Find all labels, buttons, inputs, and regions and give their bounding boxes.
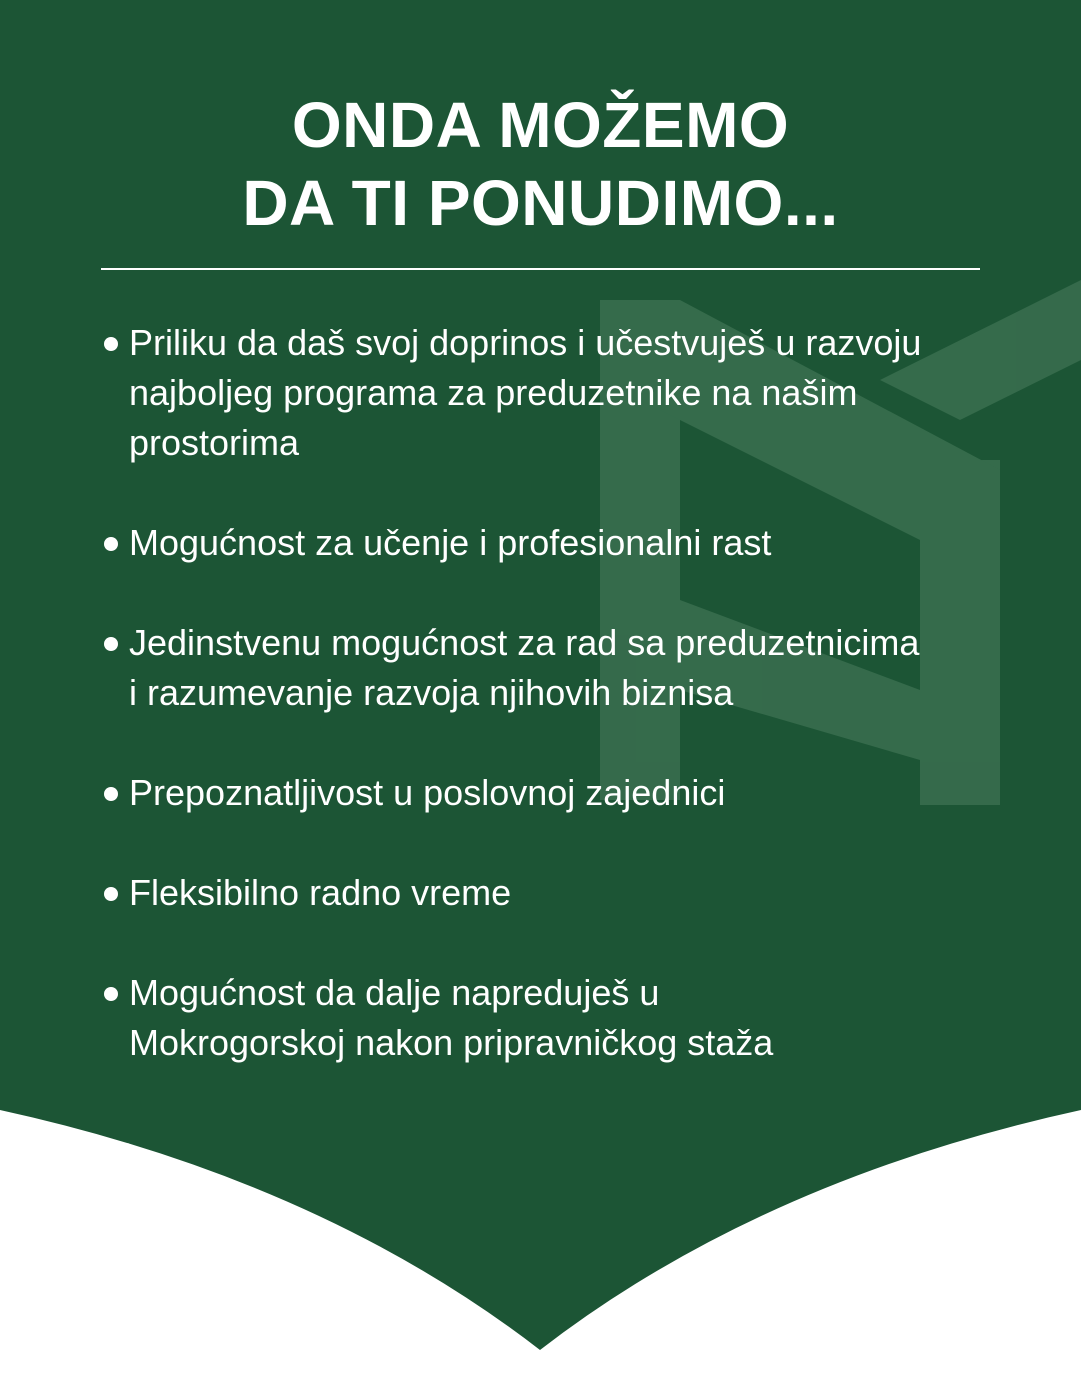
benefit-text xyxy=(129,518,1001,568)
benefit-line: najboljeg programa za preduzetnike na našim xyxy=(129,372,858,413)
benefit-text xyxy=(129,768,1001,818)
page-title xyxy=(0,86,1081,242)
benefit-line: Mokrogorskoj nakon pripravničkog staža xyxy=(129,1022,774,1063)
bullet-icon xyxy=(104,987,118,1001)
benefit-text xyxy=(129,868,1001,918)
benefit-line: Mogućnost za učenje i profesionalni rast xyxy=(129,522,772,563)
benefits-list xyxy=(101,318,1001,1118)
title-line-1: ONDA MOŽEMO xyxy=(291,89,790,161)
title-line-2: DA TI PONUDIMO... xyxy=(242,167,839,239)
benefit-line: Priliku da daš svoj doprinos i učestvuješ u razvoju xyxy=(129,322,922,363)
bullet-icon xyxy=(104,337,118,351)
benefit-item xyxy=(101,868,1001,918)
benefit-line: Prepoznatljivost u poslovnoj zajednici xyxy=(129,772,726,813)
benefit-item xyxy=(101,618,1001,718)
benefit-item xyxy=(101,768,1001,818)
bullet-icon xyxy=(104,637,118,651)
bullet-icon xyxy=(104,787,118,801)
benefit-line: Jedinstvenu mogućnost za rad sa preduzetnicima xyxy=(129,622,920,663)
benefit-line: i razumevanje razvoja njihovih biznisa xyxy=(129,672,734,713)
benefit-line: Mogućnost da dalje napreduješ u xyxy=(129,972,660,1013)
bullet-icon xyxy=(104,537,118,551)
benefit-line: prostorima xyxy=(129,422,300,463)
benefit-item xyxy=(101,318,1001,468)
bullet-icon xyxy=(104,887,118,901)
title-divider xyxy=(101,268,980,270)
benefit-text xyxy=(129,618,1001,718)
benefit-text xyxy=(129,318,1001,468)
benefit-text xyxy=(129,968,1001,1068)
benefit-line: Fleksibilno radno vreme xyxy=(129,872,512,913)
benefit-item xyxy=(101,518,1001,568)
benefit-item xyxy=(101,968,1001,1068)
